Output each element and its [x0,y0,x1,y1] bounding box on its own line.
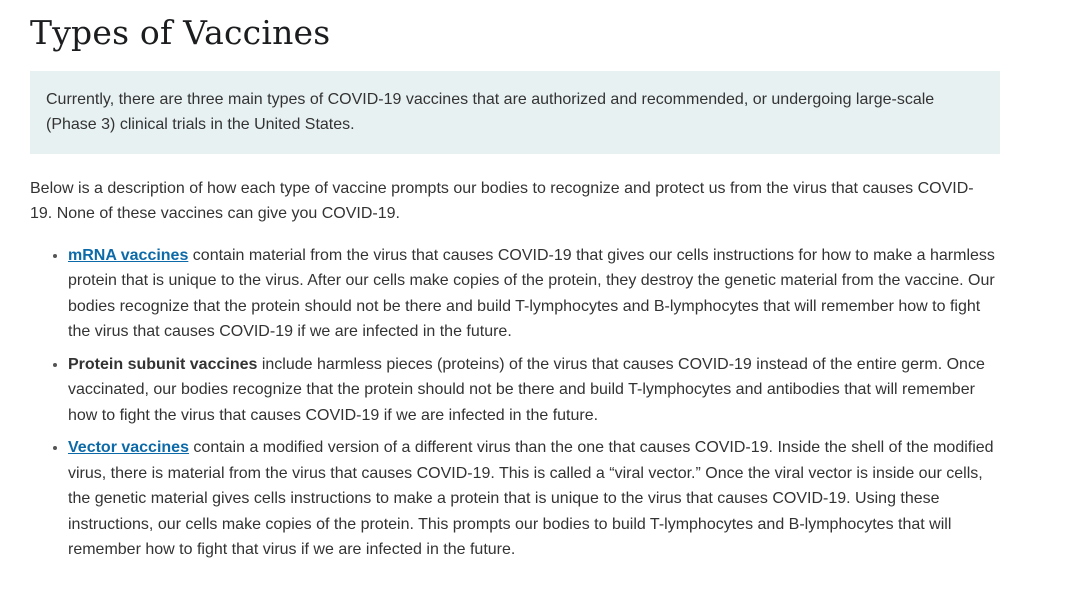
page-title: Types of Vaccines [30,13,331,52]
highlight-callout-box [30,71,1000,154]
mrna-vaccines-link[interactable]: mRNA vaccines [68,246,189,264]
list-item-mrna-vaccines [68,243,1000,345]
vector-vaccines-text: contain a modified version of a different virus than the one that causes COVID-19. Inside the shell of the modified virus, there is material from the virus that causes COVID-19. This is called a “viral vector.” Once the viral vector is inside our cells, the genetic material gives cells instructions to make a protein that is unique to the virus that causes COVID-19. Using these instructions, our cells make copies of the protein. This prompts our bodies to build T-lymphocytes and B-lymphocytes that will remember how to fight that virus if we are infected in the future. [68,439,994,559]
list-item-vector-vaccines [68,435,1000,563]
vector-vaccines-link[interactable]: Vector vaccines [68,439,189,457]
intro-paragraph: Below is a description of how each type of vaccine prompts our bodies to recognize and protect us from the virus that causes COVID-19. None of these vaccines can give you COVID-19. [30,179,974,223]
mrna-vaccines-text: contain material from the virus that causes COVID-19 that gives our cells instructions for how to make a harmless protein that is unique to the virus. After our cells make copies of the protein, they destroy the genetic material from the vaccine. Our bodies recognize that the protein should not be there and build T-lymphocytes and B-lymphocytes that will remember how to fight the virus that causes COVID-19 if we are infected in the future. [68,246,995,341]
list-item-protein-subunit-vaccines [68,352,1000,429]
protein-subunit-vaccines-label: Protein subunit vaccines [68,355,258,373]
protein-subunit-vaccines-text: include harmless pieces (proteins) of the virus that causes COVID-19 instead of the entire germ. Once vaccinated, our bodies recognize that the protein should not be there and build T-lymphocytes and antibodies that will remember how to fight the virus that causes COVID-19 if we are infected in the future. [68,355,985,424]
content-area [0,14,1068,563]
callout-text: Currently, there are three main types of COVID-19 vaccines that are authorized and recommended, or undergoing large-scale (Phase 3) clinical trials in the United States. [46,90,935,134]
vaccine-types-list [30,243,1000,563]
